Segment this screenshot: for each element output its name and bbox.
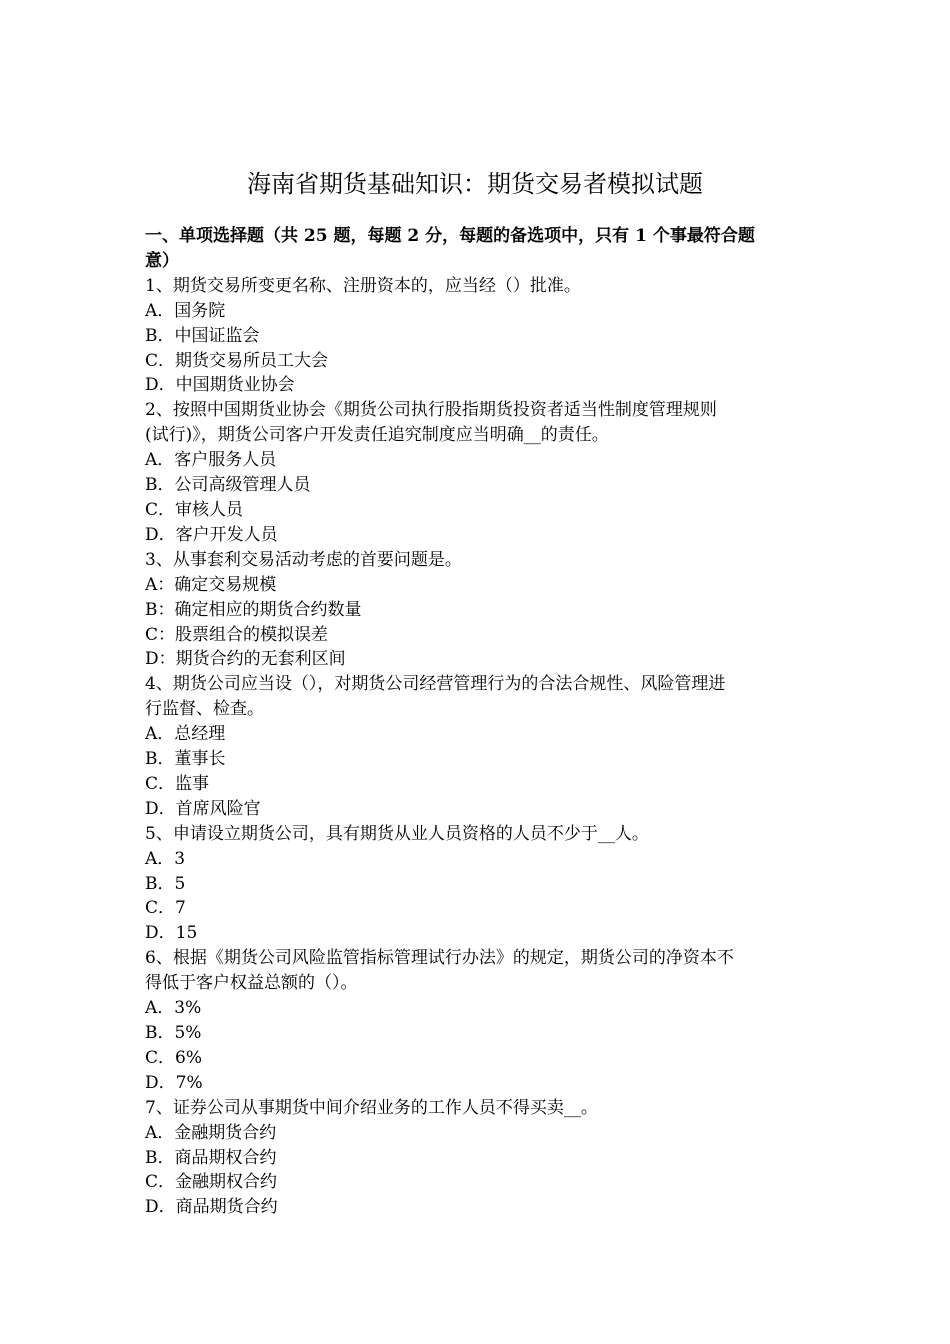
option-b: B．5 [145, 873, 186, 894]
question-text: 3、从事套利交易活动考虑的首要问题是。 [145, 549, 462, 570]
option-list [145, 448, 810, 548]
question-6 [145, 946, 810, 1095]
option-list [145, 847, 810, 947]
option-b: B．5% [145, 1023, 202, 1043]
option-list [145, 722, 810, 822]
question-4 [145, 672, 810, 821]
option-c: C：股票组合的模拟误差 [145, 624, 329, 645]
option-a: A．总经理 [145, 724, 226, 745]
option-d: D．商品期货合约 [145, 1197, 278, 1218]
option-a: A．金融期货合约 [145, 1122, 277, 1143]
question-text-continued: (试行)》，期货公司客户开发责任追究制度应当明确__的责任。 [145, 425, 609, 446]
question-7 [145, 1096, 810, 1221]
question-text-continued: 得低于客户权益总额的（）。 [145, 973, 358, 994]
question-1 [145, 274, 810, 399]
question-text: 6、根据《期货公司风险监管指标管理试行办法》的规定，期货公司的净资本不 [145, 948, 734, 969]
option-c: C．期货交易所员工大会 [145, 350, 329, 371]
option-b: B．公司高级管理人员 [145, 475, 311, 496]
option-b: B．商品期权合约 [145, 1147, 277, 1168]
section-heading: 一、单项选择题（共 25 题，每题 2 分，每题的备选项中，只有 1 个事最符合题 [145, 226, 755, 246]
option-c: C．监事 [145, 773, 210, 794]
option-b: B．董事长 [145, 749, 226, 770]
document-title: 海南省期货基础知识：期货交易者模拟试题 [247, 170, 703, 199]
option-list [145, 573, 810, 673]
option-a: A．3 [145, 848, 186, 869]
question-5 [145, 822, 810, 947]
option-a: A．客户服务人员 [145, 450, 277, 471]
option-c: C．金融期权合约 [145, 1172, 278, 1193]
option-b: B．中国证监会 [145, 325, 260, 346]
option-d: D．15 [145, 923, 198, 944]
option-c: C．6% [145, 1047, 202, 1068]
question-text: 2、按照中国期货业协会《期货公司执行股指期货投资者适当性制度管理规则 [145, 400, 717, 421]
option-b: B：确定相应的期货合约数量 [145, 599, 362, 620]
option-a: A：确定交易规模 [145, 574, 277, 595]
option-d: D．首席风险官 [145, 798, 261, 819]
option-c: C．审核人员 [145, 499, 244, 520]
option-d: D．7% [145, 1072, 203, 1093]
option-d: D：期货合约的无套利区间 [145, 649, 346, 670]
section-heading-continued: 意） [145, 250, 179, 271]
question-2 [145, 398, 810, 547]
option-d: D．中国期货业协会 [145, 375, 295, 396]
document-body [145, 224, 810, 1220]
question-3 [145, 548, 810, 673]
option-c: C．7 [145, 898, 186, 919]
option-d: D．客户开发人员 [145, 524, 278, 545]
question-text: 1、期货交易所变更名称、注册资本的，应当经（）批准。 [145, 275, 581, 296]
option-a: A．国务院 [145, 300, 226, 321]
question-text-continued: 行监督、检查。 [145, 699, 264, 720]
question-text: 4、期货公司应当设（），对期货公司经营管理行为的合法合规性、风险管理进 [145, 674, 726, 695]
question-text: 7、证券公司从事期货中间介绍业务的工作人员不得买卖__。 [145, 1097, 598, 1118]
question-text: 5、申请设立期货公司，具有期货从业人员资格的人员不少于__人。 [145, 823, 649, 844]
option-list [145, 1121, 810, 1221]
option-a: A．3% [145, 998, 202, 1019]
option-list [145, 299, 810, 399]
option-list [145, 996, 810, 1096]
